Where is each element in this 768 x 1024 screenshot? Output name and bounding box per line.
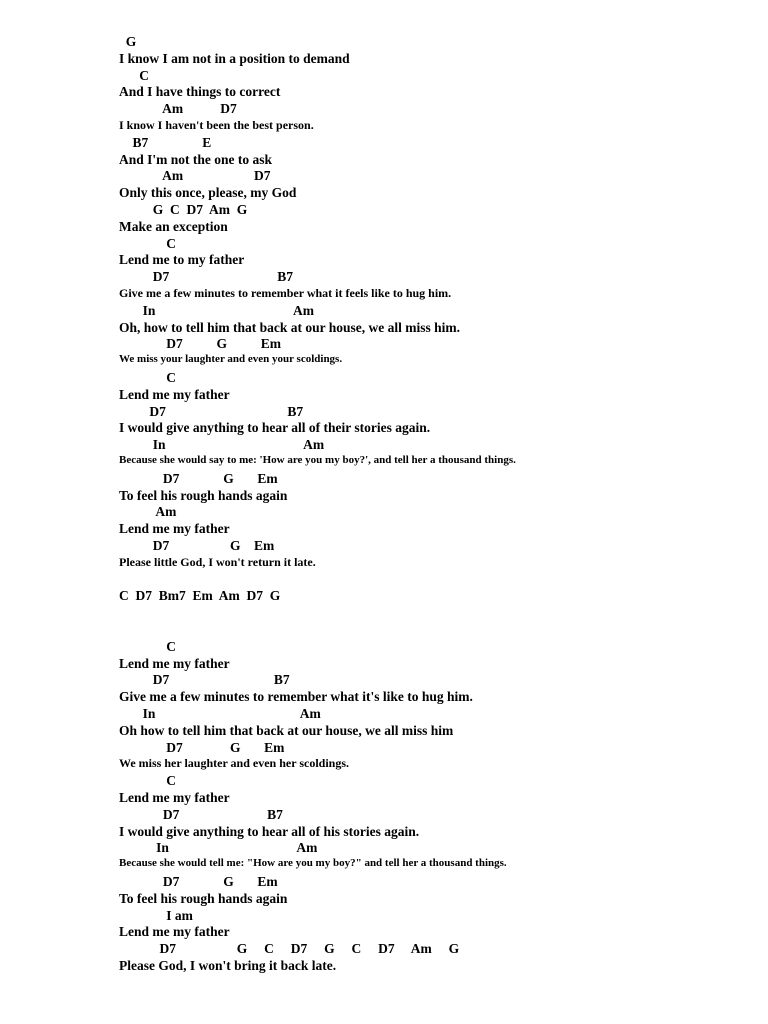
- lyric-line: I would give anything to hear all of his stories again.: [119, 823, 420, 839]
- chord-line: C: [119, 773, 176, 789]
- lyric-line: Because she would say to me: 'How are you my boy?', and tell her a thousand things.: [119, 454, 516, 466]
- lyric-line: Give me a few minutes to remember what it's like to hug him.: [119, 689, 473, 705]
- chord-line: D7 G Em: [119, 874, 278, 889]
- chord-line: G C D7 Am G: [119, 202, 248, 217]
- chord-line: D7 B7: [119, 269, 294, 285]
- chord-line: Am: [119, 504, 177, 520]
- lyric-line: Lend me to my father: [119, 252, 245, 268]
- lyric-line: Give me a few minutes to remember what it feels like to hug him.: [119, 286, 452, 300]
- chord-line: In Am: [119, 302, 315, 318]
- lyric-line: Only this once, please, my God: [119, 185, 297, 201]
- chord-line: D7 B7: [119, 672, 290, 688]
- chord-line: I am: [119, 907, 193, 923]
- chord-line: C D7 Bm7 Em Am D7 G: [119, 588, 281, 604]
- chord-line: Am D7: [119, 101, 237, 117]
- lyric-line: Lend me my father: [119, 655, 230, 671]
- lyric-line: To feel his rough hands again: [119, 487, 288, 503]
- chord-line: C: [119, 235, 176, 251]
- lyric-line: I would give anything to hear all of their stories again.: [119, 420, 431, 436]
- chord-line: In Am: [119, 706, 321, 721]
- lyric-line: Please little God, I won't return it late.: [119, 554, 316, 569]
- chord-line: Am D7: [119, 168, 271, 184]
- lyric-line: We miss her laughter and even her scoldings.: [119, 756, 350, 771]
- chord-line: D7 B7: [119, 806, 283, 822]
- chord-line: D7 G Em: [119, 739, 285, 755]
- lyric-line: Lend me my father: [119, 924, 230, 940]
- chord-line: C: [119, 67, 149, 83]
- chord-line: C: [119, 370, 176, 385]
- chord-line: D7 B7: [119, 403, 304, 419]
- chord-line: D7 G Em: [119, 538, 275, 553]
- lyric-line: Lend me my father: [119, 386, 230, 402]
- lyric-line: Please God, I won't bring it back late.: [119, 958, 337, 973]
- lyric-line: I know I haven't been the best person.: [119, 118, 314, 132]
- chord-line: B7 E: [119, 134, 212, 150]
- lyric-line: Lend me my father: [119, 521, 230, 537]
- chord-line: In Am: [119, 437, 325, 453]
- chord-line: D7 G Em: [119, 336, 281, 352]
- lyric-line: I know I am not in a position to demand: [119, 50, 350, 66]
- lyric-line: And I'm not the one to ask: [119, 151, 273, 167]
- chord-line: In Am: [119, 840, 318, 856]
- lyric-line: And I have things to correct: [119, 84, 281, 100]
- lyric-line: Because she would tell me: "How are you my boy?" and tell her a thousand things.: [119, 857, 507, 870]
- chord-line: G: [119, 34, 137, 49]
- chord-line: C: [119, 638, 176, 654]
- lyric-line: To feel his rough hands again: [119, 890, 288, 906]
- lyric-line: Lend me my father: [119, 790, 230, 805]
- chord-line: D7 G C D7 G C D7 Am G: [119, 941, 460, 957]
- lyric-line: Oh how to tell him that back at our house, we all miss him: [119, 722, 454, 738]
- lyric-line: Make an exception: [119, 218, 228, 234]
- lyric-line: We miss your laughter and even your scoldings.: [119, 353, 343, 366]
- chord-line: D7 G Em: [119, 470, 278, 486]
- lyric-line: Oh, how to tell him that back at our house, we all miss him.: [119, 319, 461, 335]
